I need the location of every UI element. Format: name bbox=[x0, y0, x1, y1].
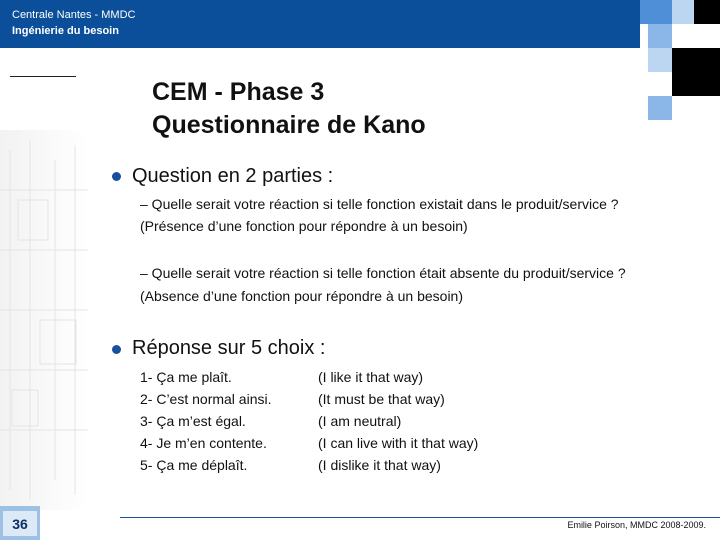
bullet-dot bbox=[112, 172, 121, 181]
bullet-answer: Réponse sur 5 choix : bbox=[132, 337, 326, 359]
header-course: Ingénierie du besoin bbox=[12, 25, 119, 37]
slide-title bbox=[152, 76, 426, 142]
sub-note-presence: (Présence d’une fonction pour répondre à un besoin) bbox=[140, 218, 468, 234]
page-number: 36 bbox=[3, 511, 37, 536]
choice-en-1: (I like it that way) bbox=[318, 369, 424, 385]
sub-note-absence: (Absence d’une fonction pour répondre à un besoin) bbox=[140, 288, 463, 304]
bullet-dot bbox=[112, 345, 121, 354]
deco-square bbox=[672, 0, 694, 24]
sub-question-presence: – Quelle serait votre réaction si telle fonction existait dans le produit/service ? bbox=[140, 196, 619, 212]
deco-square bbox=[648, 48, 672, 72]
title-line-1: CEM - Phase 3 bbox=[152, 78, 325, 106]
side-pattern bbox=[0, 130, 88, 510]
footer-credit: Emilie Poirson, MMDC 2008-2009. bbox=[567, 520, 706, 530]
choices-english bbox=[318, 366, 478, 476]
title-rule bbox=[10, 76, 76, 77]
choice-en-2: (It must be that way) bbox=[318, 391, 445, 407]
header-institution: Centrale Nantes - MMDC bbox=[12, 9, 136, 21]
bullet-question: Question en 2 parties : bbox=[132, 165, 334, 187]
deco-square bbox=[648, 24, 672, 48]
choice-fr-2: 2- C’est normal ainsi. bbox=[140, 391, 272, 407]
choice-en-5: (I dislike it that way) bbox=[318, 457, 441, 473]
title-line-2: Questionnaire de Kano bbox=[152, 111, 426, 139]
choice-fr-4: 4- Je m’en contente. bbox=[140, 435, 267, 451]
choices-french bbox=[140, 366, 272, 476]
choice-en-4: (I can live with it that way) bbox=[318, 435, 479, 451]
deco-square bbox=[672, 48, 720, 96]
choice-en-3: (I am neutral) bbox=[318, 413, 402, 429]
deco-square bbox=[694, 0, 720, 24]
side-decoration bbox=[0, 130, 88, 510]
header-band bbox=[0, 0, 640, 48]
choice-fr-5: 5- Ça me déplaît. bbox=[140, 457, 248, 473]
sub-question-absence: – Quelle serait votre réaction si telle fonction était absente du produit/service ? bbox=[140, 265, 626, 281]
choice-fr-3: 3- Ça m’est égal. bbox=[140, 413, 246, 429]
deco-square bbox=[648, 96, 672, 120]
footer-rule bbox=[120, 517, 720, 518]
choice-fr-1: 1- Ça me plaît. bbox=[140, 369, 232, 385]
deco-square bbox=[640, 0, 672, 24]
